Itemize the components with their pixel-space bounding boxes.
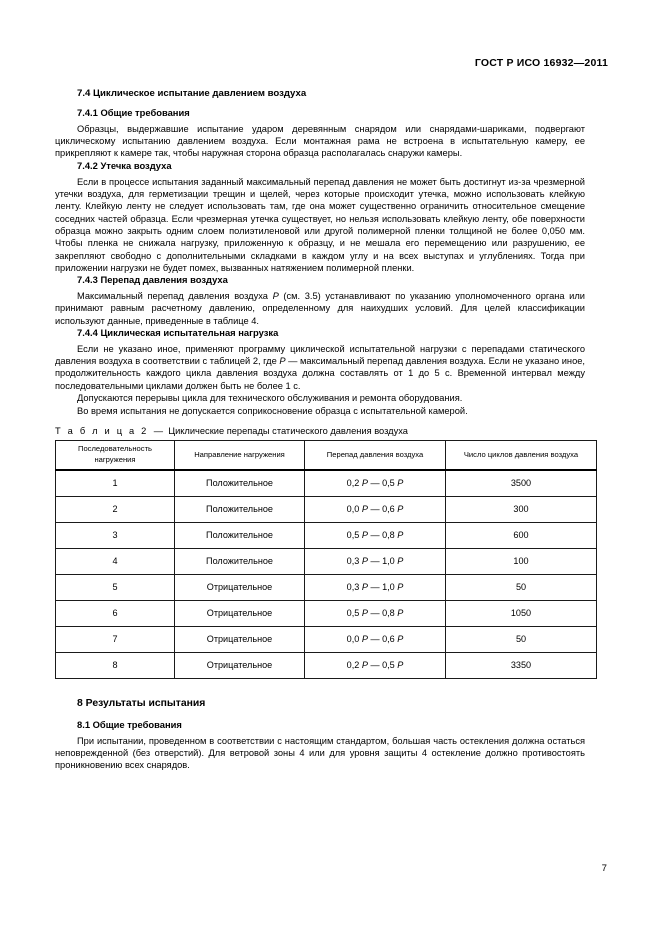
column-header-direction: Направление нагружения	[175, 440, 305, 470]
clause-8-1-paragraph: При испытании, проведенном в соответствии с настоящим стандартом, большая часть остекления должна остаться неповрежденной (без отверстий). Для ветровой зоны 4 или для уровня защиты 4 остекление должно противостоять проникновению всех снарядов.	[55, 735, 585, 771]
spacer-before-table	[55, 417, 585, 426]
clause-7-4-1-paragraph: Образцы, выдержавшие испытание ударом деревянным снарядом или снарядами-шариками, подвергают циклическому испытанию давлением воздуха. Если монтажная рама не встроена в испытательную камеру, ее прикрепляют к камере так, чтобы наружная сторона образца располагалась снаружи камеры.	[55, 123, 585, 159]
cell-direction: Положительное	[175, 470, 305, 497]
table-row	[56, 574, 597, 600]
clause-7-4-2-heading: 7.4.2 Утечка воздуха	[77, 159, 172, 171]
cell-cycle-count: 50	[446, 574, 597, 600]
cell-cycle-count: 300	[446, 496, 597, 522]
cell-direction: Отрицательное	[175, 626, 305, 652]
cell-pressure-difference: 0,5 P — 0,8 P	[305, 522, 446, 548]
cell-cycle-count: 3350	[446, 652, 597, 678]
cell-sequence: 1	[56, 470, 175, 497]
cell-direction: Положительное	[175, 496, 305, 522]
table-2-caption	[55, 426, 585, 436]
cell-sequence: 3	[56, 522, 175, 548]
table-row	[56, 548, 597, 574]
cell-sequence: 4	[56, 548, 175, 574]
table-caption-dash: —	[153, 425, 164, 436]
cell-pressure-difference: 0,0 P — 0,6 P	[305, 626, 446, 652]
clause-7-4-heading: 7.4 Циклическое испытание давлением воздуха	[77, 88, 307, 99]
clause-7-4-2-paragraph: Если в процессе испытания заданный максимальный перепад давления не может быть достигнут из-за чрезмерной утечки воздуха, для герметизации трещин и щелей, через которые происходит утечка, можно использовать клейкую ленту. Клейкую ленту не следует использовать там, где она может существенно ограничить относительное смещение соседних частей образца. Если чрезмерная утечка существует, но нельзя использовать клейкую ленту, обе поверхности образца можно закрыть одним слоем полиэтиленовой или другой полимерной пленки толщиной не более 0,050 мм. Чтобы пленка не снижала нагрузку, приложенную к образцу, и не мешала его перемещению или разрушению, ее закрепляют свободно с дополнительными складками в каждом углу и на всех выступах и углублениях. Тогда при приложении нагрузки не будет помех, вызванных натяжением полимерной пленки.	[55, 176, 585, 273]
cell-cycle-count: 3500	[446, 470, 597, 497]
column-header-sequence: Последовательность нагружения	[56, 440, 175, 470]
cell-sequence: 7	[56, 626, 175, 652]
table-row	[56, 626, 597, 652]
cell-pressure-difference: 0,3 P — 1,0 P	[305, 574, 446, 600]
cell-pressure-difference: 0,2 P — 0,5 P	[305, 470, 446, 497]
cell-direction: Отрицательное	[175, 652, 305, 678]
table-caption-label: Т а б л и ц а 2	[55, 425, 149, 436]
cell-pressure-difference: 0,5 P — 0,8 P	[305, 600, 446, 626]
cell-pressure-difference: 0,0 P — 0,6 P	[305, 496, 446, 522]
clause-7-4-3-heading: 7.4.3 Перепад давления воздуха	[77, 274, 228, 286]
cell-pressure-difference: 0,2 P — 0,5 P	[305, 652, 446, 678]
cell-direction: Отрицательное	[175, 574, 305, 600]
table-row	[56, 652, 597, 678]
cell-pressure-difference: 0,3 P — 1,0 P	[305, 548, 446, 574]
table-row	[56, 496, 597, 522]
clause-7-4-1-heading: 7.4.1 Общие требования	[77, 106, 190, 118]
cell-sequence: 6	[56, 600, 175, 626]
clause-7-4-3-paragraph: Максимальный перепад давления воздуха P (см. 3.5) устанавливают по указанию уполномоченного органа или принимают равным расчетному давлению, определенному для наихудших условий. Для целей классификации используют данные, приведенные в таблице 4.	[55, 291, 585, 326]
document-body	[55, 88, 585, 772]
column-header-pressure-difference: Перепад давления воздуха	[305, 440, 446, 470]
clause-7-4-4-paragraph: Если не указано иное, применяют программу циклической испытательной нагрузки с перепадами статического давления воздуха в соответствии с таблицей 2, где P — максимальный перепад давления воздуха. Если не указано иное, продолжительность каждого цикла давления воздуха должна составлять от 1 до 5 с. Временной интервал между последовательными циклами должен быть не более 1 с.	[55, 343, 585, 391]
clause-7-4-4-paragraph-2: Допускаются перерывы цикла для технического обслуживания и ремонта оборудования.	[77, 393, 463, 404]
spacer-after-table	[55, 679, 585, 688]
table-row	[56, 522, 597, 548]
spacer-after-table-2	[55, 688, 585, 697]
cell-cycle-count: 600	[446, 522, 597, 548]
column-header-cycle-count: Число циклов давления воздуха	[446, 440, 597, 470]
clause-7-4-4-paragraph-3: Во время испытания не допускается соприкосновение образца с испытательной камерой.	[77, 405, 468, 416]
cell-direction: Положительное	[175, 522, 305, 548]
cell-cycle-count: 1050	[446, 600, 597, 626]
cell-sequence: 8	[56, 652, 175, 678]
table-caption-title: Циклические перепады статического давления воздуха	[168, 425, 408, 436]
table-cyclic-static-pressure-differences	[55, 440, 597, 679]
section-8-heading: 8 Результаты испытания	[77, 697, 206, 709]
table-header-row	[56, 440, 597, 470]
cell-sequence: 5	[56, 574, 175, 600]
running-header-standard-number: ГОСТ Р ИСО 16932—2011	[474, 57, 608, 69]
table-body	[56, 470, 597, 679]
cell-direction: Положительное	[175, 548, 305, 574]
clause-7-4-4-heading: 7.4.4 Циклическая испытательная нагрузка	[77, 327, 279, 339]
cell-direction: Отрицательное	[175, 600, 305, 626]
clause-8-1-heading: 8.1 Общие требования	[77, 718, 182, 730]
spacer-after-section-8	[55, 710, 585, 719]
cell-cycle-count: 100	[446, 548, 597, 574]
cell-sequence: 2	[56, 496, 175, 522]
table-row	[56, 600, 597, 626]
table-row	[56, 470, 597, 497]
page-number: 7	[601, 863, 607, 874]
cell-cycle-count: 50	[446, 626, 597, 652]
